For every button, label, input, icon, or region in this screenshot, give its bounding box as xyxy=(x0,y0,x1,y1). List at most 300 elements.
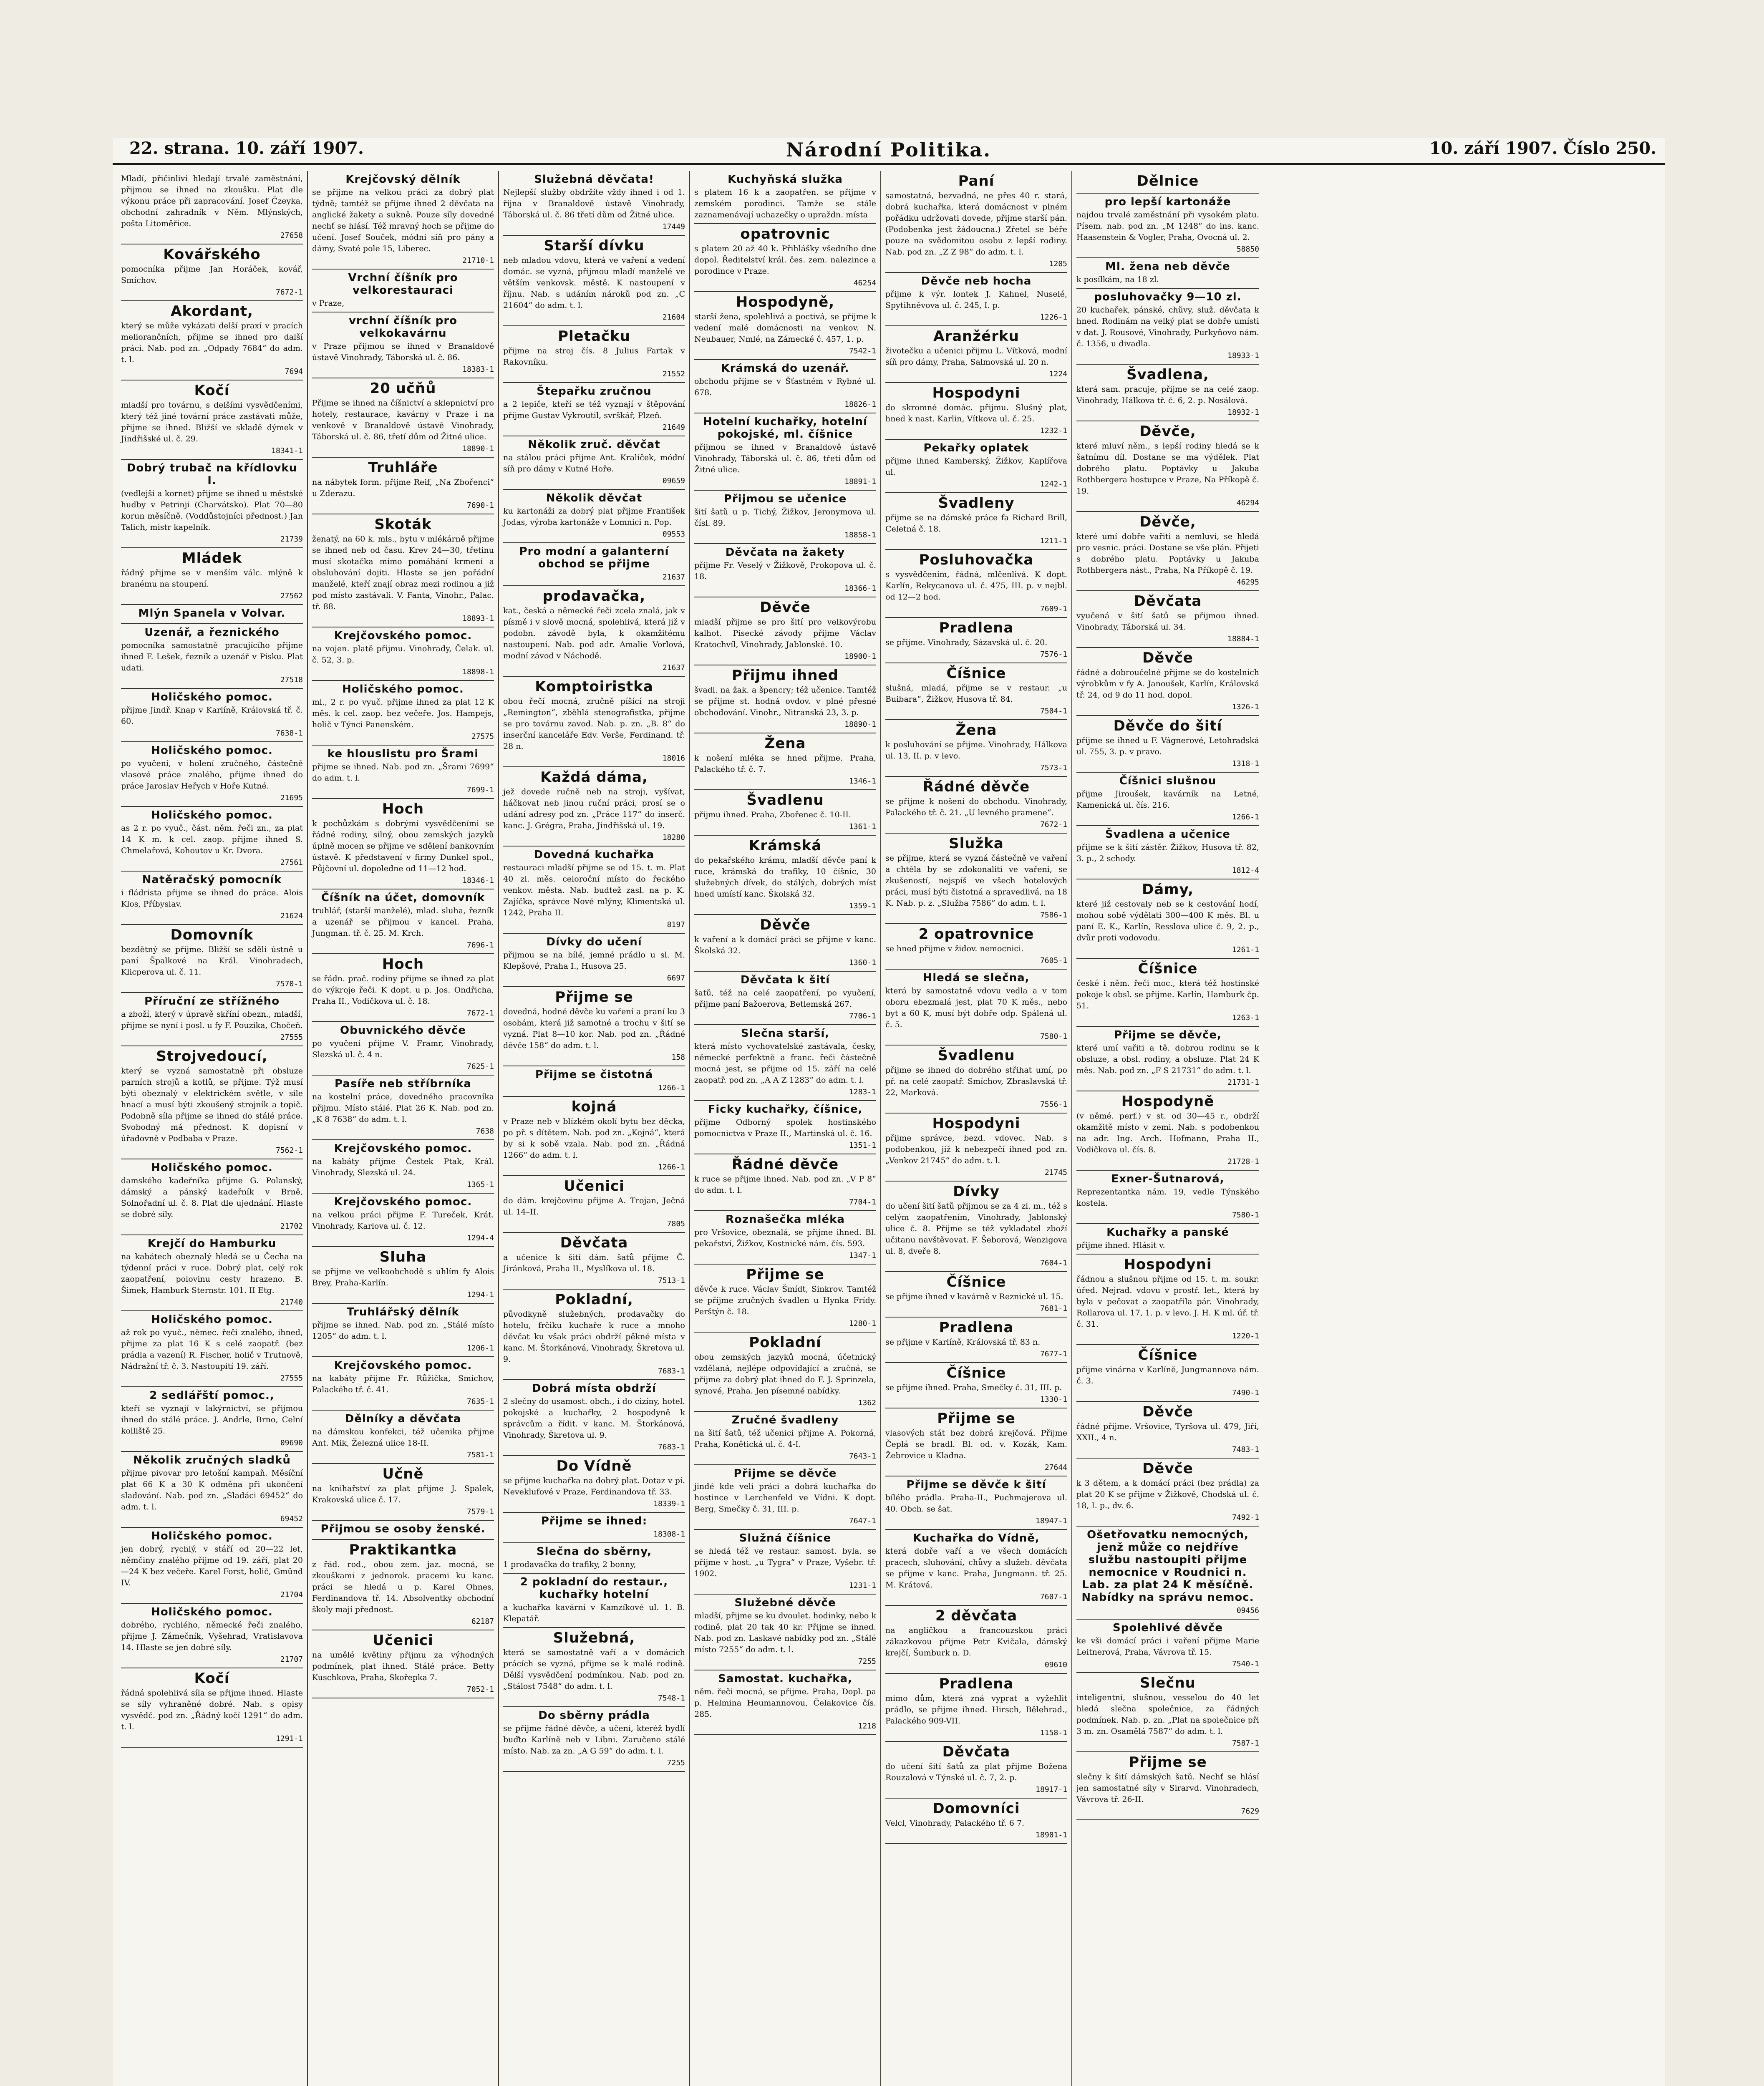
ad-heading: Dovedná kuchařka xyxy=(534,849,655,861)
classified-ad xyxy=(885,1182,1067,1272)
ad-heading: Hospodyni xyxy=(1124,1256,1212,1273)
classified-ad xyxy=(885,273,1067,326)
ad-text: obou zemských jazyků mocná, účetnický vzdělaná, nejlépe odpovídající a zručná, se přijme za dobrý plat ihned do F. J. Sprinzela, synové, Praha. Jen písemné nabídky. xyxy=(694,1353,876,1396)
ad-text: ženatý, na 60 k. mls., bytu v mlékárně přijme se ihned neb od času. Krev 24—30, třetinu musí skotačka mimo pomáhání krmení a obsluhování dojiti. Hlaste se jen pořádní manželé, kteří znají obraz mezi rodinou a již pod místo zastávali. V. Fanta, Vinohr., Palac. tř. 88. xyxy=(312,534,494,611)
ad-code: 7570-1 xyxy=(275,980,303,988)
ad-text: as 2 r. po vyuč., část. něm. řeči zn., za plat 14 K m. k cel. zaop. přijme ihned S. Chmelařová, Kohoutov u Kr. Dvora. xyxy=(121,824,303,855)
ad-code: 27644 xyxy=(1044,1463,1067,1472)
ad-heading: Holičského pomoc. xyxy=(151,1530,273,1542)
classified-ad xyxy=(694,1211,876,1265)
classified-ad xyxy=(503,1628,685,1707)
ad-heading: Holičského pomoc. xyxy=(151,1161,273,1174)
ad-heading: Pletačku xyxy=(558,328,630,345)
classified-ad xyxy=(503,586,685,677)
classified-ad xyxy=(1076,716,1259,773)
ad-text: ke vši domácí práci i vaření přijme Marie Leitnerová, Praha, Vávrova tř. 15. xyxy=(1076,1636,1259,1657)
ad-heading: Služebná děvčata! xyxy=(534,173,654,186)
ad-text: přijme se ihned. Nab. pod zn. „Stálé místo 1205“ do adm. t. l. xyxy=(312,1320,494,1341)
classified-ad xyxy=(1076,289,1259,365)
ad-heading: Děvčata na žakety xyxy=(725,546,845,559)
ad-code: 7643-1 xyxy=(849,1452,876,1461)
ad-text: řádnou a slušnou přijme od 15. t. m. soukr. úřed. Nejrad. vdovu v prostř. let., která by byla v pečovat a zaopatřila pár. Vinohrady, Rollarova ul. 17, 1. p. v levo. J. H. K ml. úř. tř. č. 31. xyxy=(1076,1275,1259,1329)
ad-heading: Žena xyxy=(764,735,806,752)
ad-code: 27555 xyxy=(280,1033,303,1042)
ad-heading: Kuchařka do Vídně, xyxy=(913,1532,1040,1544)
ad-code: 21740 xyxy=(280,1298,303,1307)
ad-heading: Samostat. kuchařka, xyxy=(718,1673,852,1685)
ad-code: 27562 xyxy=(280,592,303,600)
ad-heading: Krejčovského pomoc. xyxy=(334,1359,472,1372)
ad-code: 1205 xyxy=(1049,259,1067,268)
ad-code: 1242-1 xyxy=(1040,480,1067,489)
ad-heading: Posluhovačka xyxy=(919,552,1034,568)
ad-text: 20 kuchařek, pánské, chůvy, služ. děvčata k hned. Rodinám na velký plat se dobře umísti v dat. J. Rousové, Vinohrady, Purkyňovo nám. č. 1356, u divadla. xyxy=(1076,305,1259,348)
ad-heading: Děvče xyxy=(760,599,811,616)
ad-code: 18858-1 xyxy=(844,531,876,539)
classified-ad xyxy=(1076,1527,1259,1620)
ad-text: na dámskou konfekci, též učenika přijme Ant. Mik, Železná ulice 18-II. xyxy=(312,1427,494,1448)
ad-text: přijme Fr. Veselý v Žižkově, Prokopova ul. č. 18. xyxy=(694,561,876,581)
ad-text: k 3 dětem, a k domácí práci (bez prádla) za plat 20 K se přijme v Žižkově, Chodská ul. č. 18, I. p., dv. 6. xyxy=(1076,1479,1259,1510)
ad-text: s vysvědčením, řádná, mlčenlivá. K dopt. Karlín, Rekycanova ul. č. 475, III. p. v nejbl. od 12—2 hod. xyxy=(885,570,1067,602)
ad-heading: Holičského pomoc. xyxy=(151,691,273,703)
ad-code: 1261-1 xyxy=(1232,945,1259,954)
ad-heading: Sluha xyxy=(379,1249,427,1265)
classified-ad xyxy=(312,270,494,312)
ad-text: a 2 lepiče, kteří se též vyznají v štěpování přijme Gustav Vykroutil, svrškář, Plzeň. xyxy=(503,400,685,420)
ad-code: 09553 xyxy=(662,530,685,539)
ad-heading: Starší dívku xyxy=(544,237,645,254)
ad-code: 7580-1 xyxy=(1232,1211,1259,1219)
ad-heading: Žena xyxy=(955,722,997,738)
ad-heading: Holičského pomoc. xyxy=(151,1606,273,1618)
ad-heading: Holičského pomoc. xyxy=(151,744,273,757)
ad-heading: Holičského pomoc. xyxy=(342,683,464,695)
ad-text: se přijme ihned v kavárně v Reznické ul. 15. xyxy=(885,1292,1063,1301)
ad-code: 1326-1 xyxy=(1232,703,1259,711)
ad-code: 27575 xyxy=(471,732,494,741)
ad-heading: Hospodyni xyxy=(932,1115,1021,1132)
ad-text: která se samostatně vaří a v domácích prácích se vyzná, přijme se k malé rodině. Dělší vysvědčení podmínkou. Nab. pod zn. „Stálost 7548“ do adm. t. l. xyxy=(503,1648,685,1691)
ad-text: původkyně služebných, prodavačky do hotelu, frčiku kuchaře k ruce a mnoho děvčat ku však práci obdrží pěkné místa v kanc. M. Štorkánová, Vinohrady, Škretova ul. 9. xyxy=(503,1310,685,1364)
ad-column-6 xyxy=(1072,171,1263,2086)
ad-code: 18016 xyxy=(662,754,685,763)
classified-ad xyxy=(312,171,494,270)
classified-ad xyxy=(1076,1224,1259,1255)
classified-ad xyxy=(694,733,876,790)
classified-ad xyxy=(121,301,303,380)
ad-text: se přijme, která se vyzná částečně ve vaření a chtěla by se zdokonaliti ve vaření, se zkušeností, nejspíš ve všech hotelových práci, musí býti čistotná a spravedlivá, na 18 K. Nab. p. z. „Služba 7586“ do adm. t. l. xyxy=(885,854,1067,908)
ad-heading: Ošetřovatku nemocných, jenž může co nejdříve službu nastoupiti přijme nemocnice v Roudnici n. Lab. za plat 24 K měsíčně. Nabídky na správu nemoc. xyxy=(1081,1529,1254,1604)
ad-code: 18900-1 xyxy=(844,652,876,661)
ad-code: 21731-1 xyxy=(1227,1078,1259,1087)
ad-heading: Řádné děvče xyxy=(731,1156,839,1173)
ad-text: dobrého, rychlého, německé řeči znalého, přijme J. Zámečník, Vyšehrad, Vratislavova 14. Hlaste se jen dobré síly. xyxy=(121,1620,303,1652)
ad-text: na vojen. platě přijmu. Vinohrady, Čelak. ul. č. 52, 3. p. xyxy=(312,644,494,665)
ad-code: 1359-1 xyxy=(849,902,876,910)
ad-text: která místo vychovatelské zastávala, česky, německé perfektně a franc. řeči částečně mocná jest, se přijme od 15. září na celé zaopatř. pod zn. „A A Z 1283“ do adm. t. l. xyxy=(694,1042,876,1085)
ad-code: 09456 xyxy=(1236,1606,1259,1615)
ad-code: 7683-1 xyxy=(658,1367,685,1376)
ad-text: obchodu přijme se v Šťastném v Rybné ul. 678. xyxy=(694,377,876,397)
ad-heading: 20 učňů xyxy=(370,380,436,397)
ad-text: které umí dobře vařiti a nemluví, se hledá pro vesnic. práci. Dostane se vše plán. Přijeti s dobrého platu. Poptávky u Jakuba Rothbergera nást., Praha, Na Příkopě č. 19. xyxy=(1076,532,1259,575)
ad-heading: Děvčata xyxy=(942,1743,1011,1760)
classified-ad xyxy=(694,1265,876,1333)
ad-text: na kabáty přijme Fr. Růžička, Smíchov, Palackého tř. č. 41. xyxy=(312,1374,494,1394)
ad-heading: Exner-Šutnarová, xyxy=(1111,1173,1225,1185)
ad-code: 7483-1 xyxy=(1232,1445,1259,1454)
ad-heading: Švadlenu xyxy=(937,1047,1015,1064)
classified-ad xyxy=(503,1176,685,1233)
classified-ad xyxy=(1076,365,1259,421)
ad-text: k posluhování se přijme. Vinohrady, Hálkova ul. 13, II. p. v levo. xyxy=(885,740,1067,761)
ad-code: 18280 xyxy=(662,833,685,842)
ad-heading: Domovník xyxy=(170,927,254,943)
classified-ad xyxy=(885,1674,1067,1742)
ad-text: truhlář, (starší manželé), mlad. sluha, řezník a uzenář se přijmou v kancel. Praha, Jungman. tř. č. 25. M. Krch. xyxy=(312,906,494,938)
ad-heading: 2 sedlářští pomoc., xyxy=(149,1389,275,1402)
ad-heading: vrchní číšník pro velkokavárnu xyxy=(348,315,458,340)
ad-code: 7647-1 xyxy=(849,1517,876,1525)
ad-text: i fládrista přijme se ihned do práce. Alois Klos, Příbyslav. xyxy=(121,888,303,909)
ad-code: 21728-1 xyxy=(1227,1157,1259,1166)
ad-heading: Krejčí do Hamburku xyxy=(147,1237,277,1250)
classified-ad xyxy=(1076,1255,1259,1345)
classified-ad xyxy=(885,1530,1067,1606)
classified-ad xyxy=(885,777,1067,834)
ad-text: kteří se vyznají v lakýrnictví, se přijmou ihned do stálé práce. J. Andrle, Brno, Celní kolliště 25. xyxy=(121,1404,303,1436)
ad-heading: Přijme se xyxy=(555,989,633,1005)
classified-ad xyxy=(312,1630,494,1698)
ad-heading: Strojvedoucí, xyxy=(156,1048,268,1065)
ad-text: na stálou práci přijme Ant. Kralíček, módní síň pro dámy v Kutné Hoře. xyxy=(503,453,685,474)
ad-code: 1360-1 xyxy=(849,958,876,967)
ad-heading: Přijme se děvče k šití xyxy=(906,1479,1046,1491)
ad-text: který se může vykázati delší praxí v pracích meliorančních, přijme se ihned pro další práci. Nab. pod zn. „Odpady 7684“ do adm. t. l. xyxy=(121,321,303,364)
ad-text: řádná spolehlivá síla se přijme ihned. Hlaste se síly vyhraněné dobré. Nab. s opisy vysvědč. pod zn. „Řádný kočí 1291“ do adm. t. l. xyxy=(121,1688,303,1731)
classified-ad xyxy=(312,312,494,378)
classified-ad xyxy=(312,1076,494,1140)
ad-code: 7576-1 xyxy=(1040,650,1067,659)
ad-heading: Děvčata k šití xyxy=(740,974,830,986)
ad-heading: Hoch xyxy=(382,956,424,972)
ad-code: 7587-1 xyxy=(1232,1739,1259,1748)
ad-heading: Natěračský pomocník xyxy=(142,874,282,886)
classified-ad xyxy=(121,380,303,460)
classified-ad xyxy=(503,1066,685,1097)
ad-heading: Domovníci xyxy=(932,1800,1020,1817)
ad-code: 21710-1 xyxy=(462,256,494,265)
ad-text: se přijme kuchařka na dobrý plat. Dotaz v pí. Neveklufové v Praze, Ferdinandova tř. 33. xyxy=(503,1476,685,1496)
ad-text: jen dobrý, rychlý, v stáří od 20—22 let, němčiny znalého přijme od 19. září, plat 20—24 K bez večeře. Karel Forst, holič, Gmünd IV. xyxy=(121,1544,303,1587)
ad-heading: prodavačka, xyxy=(542,588,646,605)
ad-heading: Přijmu ihned xyxy=(732,667,839,684)
ad-heading: Kuchyňská služka xyxy=(728,173,843,186)
ad-code: 7573-1 xyxy=(1040,763,1067,772)
ad-text: něm. řeči mocná, se přijme. Praha, Dopl. pa p. Helmina Heumannovou, Čelakovice čís. 285. xyxy=(694,1687,876,1719)
classified-ad xyxy=(885,924,1067,970)
ad-heading: Paní xyxy=(958,173,995,189)
ad-text: přijme vinárna v Karlíně, Jungmannova nám. č. 3. xyxy=(1076,1365,1259,1386)
ad-code: 7681-1 xyxy=(1040,1304,1067,1313)
ad-code: 7607-1 xyxy=(1040,1592,1067,1601)
ad-heading: Pradlena xyxy=(939,1319,1014,1336)
ad-text: přijme se na dámské práce fa Richard Brill, Celetná č. 18. xyxy=(885,513,1067,534)
classified-ad xyxy=(694,224,876,292)
ad-text: přijme se ihned do dobrého střihat umí, po př. na celé zaopatř. Smíchov, Zbraslavská tř. 22, Marková. xyxy=(885,1066,1067,1097)
ad-text: na kabátech obeznalý hledá se u Čecha na týdenní práci v ruce. Dobrý plat, celý rok zaopatření, polovinu cesty hrazeno. B. Šimek, Hamburk Sternstr. 101. II Etg. xyxy=(121,1252,303,1295)
ad-text: k nošení mléka se hned přijme. Praha, Palackého tř. č. 7. xyxy=(694,753,876,774)
ad-code: 7805 xyxy=(667,1219,685,1228)
ad-heading: opatrovnic xyxy=(740,226,830,242)
ad-code: 18917-1 xyxy=(1036,1785,1067,1794)
ad-heading: Slečna do sběrny, xyxy=(536,1545,652,1558)
ad-text: v Praze přijmou se ihned v Branaldově ústavě Vinohrady, Táborská ul. č. 86. xyxy=(312,342,494,362)
classified-ad xyxy=(121,1452,303,1528)
classified-ad xyxy=(885,1046,1067,1114)
ad-code: 18947-1 xyxy=(1036,1517,1067,1525)
classified-ad xyxy=(885,1363,1067,1408)
classified-ad xyxy=(694,972,876,1025)
ad-code: 18826-1 xyxy=(844,400,876,409)
ad-code: 18933-1 xyxy=(1227,351,1259,360)
ad-heading: Hospodyně, xyxy=(736,294,835,310)
ad-text: neb mladou vdovu, která ve vaření a vedení domác. se vyzná, přijmou mladí manželé ve větším venkovsk. městě. K nastoupení v říjnu. Nab. s udáním nároků pod zn. „C 21604“ do adm. t. l. xyxy=(503,256,685,310)
ad-text: jindé kde veli práci a dobrá kuchařka do hostince v Lerchenfeld ve Vídni. K dopt. Berg, Smečky č. 31, III. p. xyxy=(694,1482,876,1514)
ad-text: se řádn. prač. rodiny přijme se ihned za plat do výkroje řeči. K dopt. u p. Jos. Ondřicha, Praha II., Vodičkova ul. č. 18. xyxy=(312,974,494,1006)
ad-code: 18932-1 xyxy=(1227,408,1259,417)
ad-text: řádný přijme se v menším válc. mlýně k branému na stoupení. xyxy=(121,568,303,589)
ad-text: mladší přijme se pro šití pro velkovýrobu kalhot. Pisecké závody přijme Václav Kratochvíl, Vinohrady, Jablonské. 10. xyxy=(694,617,876,649)
ad-heading: Hoch xyxy=(382,801,424,817)
ad-text: přijme k výr. lontek J. Kahnel, Nuselé, Spytihněvova ul. č. 245, I. p. xyxy=(885,290,1067,310)
ad-code: 69452 xyxy=(280,1514,303,1523)
ad-heading: Děvče xyxy=(1142,1460,1193,1477)
ad-code: 7690-1 xyxy=(466,501,494,510)
ad-code: 18901-1 xyxy=(1036,1831,1067,1839)
ad-heading: Štepařku zručnou xyxy=(537,385,652,398)
ad-text: která sam. pracuje, přijme se na celé zaop. Vinohrady, Hálkova tř. č. 6, 2. p. Nosálová. xyxy=(1076,385,1259,405)
classified-ad xyxy=(694,1595,876,1670)
ad-text: do učení šití šatů přijmou se za 4 zl. m., též s celým zaopatřením, Vinohrady, Jablonský ulice č. 8. Přijme se též vykladatel zboží učitanu navštěvovat. F. Šeborová, Wenzigova ul. 8, dveře 8. xyxy=(885,1202,1067,1256)
ad-text: s platem 20 až 40 k. Přihlášky všedního dne dopol. Ředitelství král. čes. zem. nalezince a porodince v Praze. xyxy=(694,244,876,276)
classified-ad xyxy=(503,987,685,1066)
classified-ad xyxy=(503,934,685,987)
ad-code: 18898-1 xyxy=(462,668,494,676)
ad-heading: Děvče xyxy=(1142,650,1193,666)
classified-ad xyxy=(885,663,1067,720)
classified-ad xyxy=(121,605,303,624)
ad-text: inteligentní, slušnou, vesselou do 40 let hledá slečna společnice, za řádných podmínek. Nab. p. zn. „Plat na společnice při 3 m. zn. Osamělá 7587“ do adm. t. l. xyxy=(1076,1693,1259,1736)
classified-ad xyxy=(1076,421,1259,512)
ad-text: přijme na stroj čís. 8 Julius Fartak v Rakovníku. xyxy=(503,346,685,367)
classified-ad xyxy=(1076,1620,1259,1673)
classified-ad xyxy=(885,720,1067,777)
ad-code: 7504-1 xyxy=(1040,707,1067,715)
ad-text: přijme správce, bezd. vdovec. Nab. s podobenkou, jíž k nebezpečí ihned pod zn. „Venkov 21745“ do adm. t. l. xyxy=(885,1134,1067,1165)
ad-heading: Kuchařky a panské xyxy=(1106,1226,1229,1239)
ad-text: Reprezentantka nám. 19, vedle Týnského kostela. xyxy=(1076,1187,1259,1208)
ad-heading: Přijme se děvče, xyxy=(1114,1029,1222,1041)
ad-heading: Pekařky oplatek xyxy=(923,442,1029,454)
ad-heading: Zručné švadleny xyxy=(731,1414,839,1426)
ad-heading: Slečnu xyxy=(1140,1675,1196,1691)
ad-text: do pekařského krámu, mladší děvče paní k ruce, krámská do trafiky, 10 číšnic, 30 služebných dívek, do stálých, dobrých míst hned umístí kanc. Školská 32. xyxy=(694,856,876,899)
ad-text: Přijme se ihned na číšnictví a sklepnictví pro hotely, restaurace, kavárny v Praze i na venkově v Branaldově ústavě Vinohrady, Táborská ul. č. 86, třetí dům od Žitné ulice. xyxy=(312,398,494,441)
classified-ad xyxy=(503,1233,685,1290)
classified-ad xyxy=(694,790,876,836)
classified-ad xyxy=(121,742,303,807)
ad-text: k posílkám, na 18 zl. xyxy=(1076,275,1159,284)
ad-text: (v němé. perf.) v st. od 30—45 r., obdrží okamžitě místo v zemi. Nab. s podobenkou na adr. Ing. Arch. Hofmann, Praha II., Vodičkova ul. čís. 8. xyxy=(1076,1111,1259,1154)
ad-code: 1226-1 xyxy=(1040,313,1067,322)
ad-code: 7699-1 xyxy=(466,786,494,794)
ad-code: 1346-1 xyxy=(849,777,876,786)
ad-code: 7052-1 xyxy=(466,1685,494,1694)
issue-number-date: 10. září 1907. Číslo 250. xyxy=(1429,139,1656,158)
ad-text: který se vyzná samostatně při obsluze parních strojů a kotlů, se přijme. Týž musí býti obeznalý v elektrickém světle, v síle hnací a musí býti zkoušený strojník a topič. Podobně síla přijme se ihned do stálé práce. Svobodný má přednost. K dopisní v úřadovně v Podbaba v Praze. xyxy=(121,1066,303,1143)
ad-heading: Číšnice xyxy=(946,1274,1006,1290)
ad-code: 18890-1 xyxy=(844,720,876,729)
ad-heading: Do Vídně xyxy=(556,1458,632,1474)
classified-ad xyxy=(694,1670,876,1735)
classified-ad xyxy=(503,1707,685,1772)
classified-ad xyxy=(694,1154,876,1211)
ad-column-3 xyxy=(499,171,690,2086)
ad-text: šití šatů u p. Tichý, Žižkov, Jeronymova ul. čísl. 89. xyxy=(694,507,876,528)
ad-code: 18341-1 xyxy=(271,446,303,455)
ad-text: samostatná, bezvadná, ne přes 40 r. stará, dobrá kuchařka, která domácnost v plném pořádku udržovati dovede, přijme starší pán. (Podobenka jest žádoucna.) Zřetel se béře pouze na svědomitou osobu z lepší rodiny. Nab. pod zn. „Z Z 98“ do adm. t. l. xyxy=(885,191,1067,257)
ad-text: 1 prodavačka do trafiky, 2 bonny, xyxy=(503,1560,636,1569)
ad-code: 7556-1 xyxy=(1040,1100,1067,1109)
ad-text: kat., česká a německé řeči zcela znalá, jak v písmě i v slově mocná, spolehlivá, která již v podobn. závodě byla, k okamžitému nastoupení. Nab. pod adr. Amalie Vorlová, modní závod v Náchodě. xyxy=(503,606,685,660)
classified-ad xyxy=(312,1540,494,1630)
classified-ad xyxy=(1076,959,1259,1027)
ad-heading: Krejčovský dělník xyxy=(345,173,461,186)
classified-ad xyxy=(503,490,685,543)
ad-code: 1231-1 xyxy=(849,1581,876,1590)
classified-ad xyxy=(312,514,494,627)
ad-text: pomocníka přijme Jan Horáček, kovář, Smíchov. xyxy=(121,265,303,285)
ad-heading: Několik zruč. děvčat xyxy=(528,438,660,451)
ad-text: bezdětný se přijme. Bližší se sdělí ústně u paní Špalkové na Král. Vinohradech, Klicperova ul. č. 11. xyxy=(121,945,303,977)
ad-text: na kostelní práce, dovedného pracovníka přijmu. Místo stálé. Plat 26 K. Nab. pod zn. „K 8 7638“ do adm. t. l. xyxy=(312,1092,494,1124)
ad-heading: Přijmou se učenice xyxy=(723,493,847,505)
classified-ad xyxy=(121,689,303,742)
ad-heading: Kočí xyxy=(194,382,230,399)
classified-ad xyxy=(503,846,685,934)
classified-ad xyxy=(121,1046,303,1159)
ad-text: přijme se k šití zástěr. Žižkov, Husova tř. 82, 3. p., 2 schody. xyxy=(1076,843,1259,863)
ad-text: z řád. rod., obou zem. jaz. mocná, se zkouškami z jednorok. pracemi ku kanc. práci se hledá u p. Karel Ohnes, Ferdinandova tř. 14. Absolventky obchodní školy mají přednost. xyxy=(312,1560,494,1614)
ad-code: 21637 xyxy=(662,663,685,672)
ad-text: starší žena, spolehlivá a poctivá, se přijme k vedení malé domácnosti na venkov. N. Neubauer, Nmlé, na Zámecké č. 457, 1. p. xyxy=(694,312,876,344)
ad-text: restauraci mladší přijme se od 15. t. m. Plat 40 zl. měs. celoroční místo do řeckého venkov. města. Nab. budtež zasl. na p. K. Zajíčka, správce Nové mlýny, Klimentská ul. 1242, Praha II. xyxy=(503,863,685,917)
ad-text: šatů, též na celé zaopatření, po vyučení, přijme paní Bažoerova, Betlemská 267. xyxy=(694,988,876,1009)
ad-code: 21552 xyxy=(662,370,685,378)
ad-code: 58850 xyxy=(1236,245,1259,254)
classified-ad xyxy=(1076,171,1259,194)
ad-text: se přijme k nošení do obchodu. Vinohrady, Palackého tř. č. 21. „U levného pramene“. xyxy=(885,797,1067,817)
classified-ad xyxy=(121,460,303,548)
ad-text: se přijme řádné děvče, a učení, kteréž bydlí buďto Karlíně neb v Libni. Zaručeno stálé místo. Nab. za zn. „A G 59“ do adm. t. l. xyxy=(503,1724,685,1756)
ad-text: které umí vařiti a tě. dobrou rodinu se k obsluze, a obsl. rodiny, a obsluze. Plat 24 K měs. Nab. pod zn. „F S 21731“ do adm. t. l. xyxy=(1076,1043,1259,1075)
ad-heading: Dobrá místa obdrží xyxy=(532,1382,656,1395)
ad-heading: Roznašečka mléka xyxy=(726,1213,845,1226)
ad-heading: Slečna starší, xyxy=(741,1027,830,1040)
classified-ad xyxy=(503,383,685,436)
ad-heading: Služná číšnice xyxy=(739,1532,832,1544)
ad-column-2 xyxy=(308,171,499,2086)
ad-text: Nejlepší služby obdržíte vždy ihned i od 1. října v Branaldově ústavě Vinohrady, Táborská ul. č. 86 třetí dům od Žitné ulice. xyxy=(503,188,685,219)
ad-code: 1232-1 xyxy=(1040,426,1067,435)
ad-code: 1294-4 xyxy=(466,1234,494,1242)
classified-ad xyxy=(885,1114,1067,1182)
ad-code: 7625-1 xyxy=(466,1062,494,1071)
ad-text: a zboží, který v úpravě skříní obezn., mladší, přijme se nyní i posl. u fy F. Pouzika, Chočeň. xyxy=(121,1010,303,1030)
ad-code: 7513-1 xyxy=(658,1276,685,1285)
ad-heading: Hospodyně xyxy=(1121,1093,1215,1110)
newspaper-page xyxy=(113,138,1665,2086)
ad-code: 7694 xyxy=(285,367,303,376)
classified-ad xyxy=(503,1380,685,1456)
ad-heading: Ficky kuchařky, číšnice, xyxy=(708,1103,863,1116)
ad-text: v Praze neb v blízkém okolí bytu bez děcka, po př. s dítětem. Nab. pod zn. „Kojná“, která by si k sobě vzala. Nab. pod zn. „Řádná 1266“ do adm. t. l. xyxy=(503,1117,685,1160)
ad-column-5 xyxy=(881,171,1072,2086)
ad-text: řádné a dobroučelné přijme se do kostelních výrobkům v fy A. Janoušek, Karlín, Královská tř. 24, od 9 do 11 hod. dopol. xyxy=(1076,668,1259,700)
classified-ad xyxy=(503,677,685,767)
ad-code: 09610 xyxy=(1044,1660,1067,1669)
classified-ad xyxy=(694,1025,876,1101)
classified-ad xyxy=(1076,1171,1259,1224)
ad-heading: Obuvnického děvče xyxy=(340,1024,466,1037)
classified-ad xyxy=(312,378,494,458)
classified-ad xyxy=(694,544,876,597)
ad-text: pro Vršovice, obeznalá, se přijme ihned. Bl. pekařství, Žižkov, Kostnické nám. čís. 593. xyxy=(694,1228,876,1248)
classified-ad xyxy=(694,1333,876,1412)
ad-text: slušná, mladá, přijme se v restaur. „u Buibara“, Žižkov, Husova tř. 84. xyxy=(885,683,1067,704)
ad-text: slečny k šití dámských šatů. Nechť se hlásí jen samostatné síly v Sirarvd. Vinohradech, Vávrova tř. 26-II. xyxy=(1076,1772,1259,1804)
classified-ad xyxy=(503,326,685,383)
ad-text: které mluví něm., s lepší rodiny hledá se k šatnímu díl. Dostane se ma výdělek. Plat dobrého platu. Poptávky u Jakuba Rothbergera hostupce v Praze, Na Příkopě č. 19. xyxy=(1076,441,1259,496)
ad-heading: Děvče xyxy=(1142,1403,1193,1420)
ad-heading: Přijme se čistotná xyxy=(535,1068,653,1081)
ad-heading: Mlýn Spanela v Volvar. xyxy=(138,607,286,620)
classified-ad xyxy=(312,1247,494,1304)
ad-column-1 xyxy=(117,171,308,2086)
classified-ad xyxy=(312,1304,494,1357)
ad-text: k vaření a k domácí práci se přijme v kanc. Školská 32. xyxy=(694,935,876,955)
ad-code: 1266-1 xyxy=(1232,813,1259,821)
ad-heading: kojná xyxy=(571,1098,617,1115)
ad-heading: Krejčovského pomoc. xyxy=(334,1196,472,1208)
ad-heading: Švadleny xyxy=(938,495,1015,511)
ad-heading: Akordant, xyxy=(171,303,253,320)
ad-heading: Číšnice xyxy=(1138,1347,1198,1363)
ad-heading: Číšnice xyxy=(1138,960,1198,977)
ad-text: se přijme ve velkoobchodě s uhlím fy Alois Brey, Praha-Karlín. xyxy=(312,1267,494,1287)
classified-ad xyxy=(121,1159,303,1235)
ad-text: přijme Odborný spolek hostinského pomocnictva v Praze II., Martinská ul. č. 16. xyxy=(694,1118,876,1138)
ad-heading: Uzenář, a řeznického xyxy=(144,626,280,639)
classified-ad xyxy=(1076,1027,1259,1091)
ad-code: 7638 xyxy=(476,1127,494,1136)
ad-text: přijme Jiroušek, kavárník na Letné, Kamenická ul. čís. 216. xyxy=(1076,789,1259,810)
ad-heading: Hledá se slečna, xyxy=(923,972,1030,984)
ad-code: 1365-1 xyxy=(466,1180,494,1189)
ad-text: do dám. krejčovinu přijme A. Trojan, Ječná ul. 14–II. xyxy=(503,1196,685,1217)
